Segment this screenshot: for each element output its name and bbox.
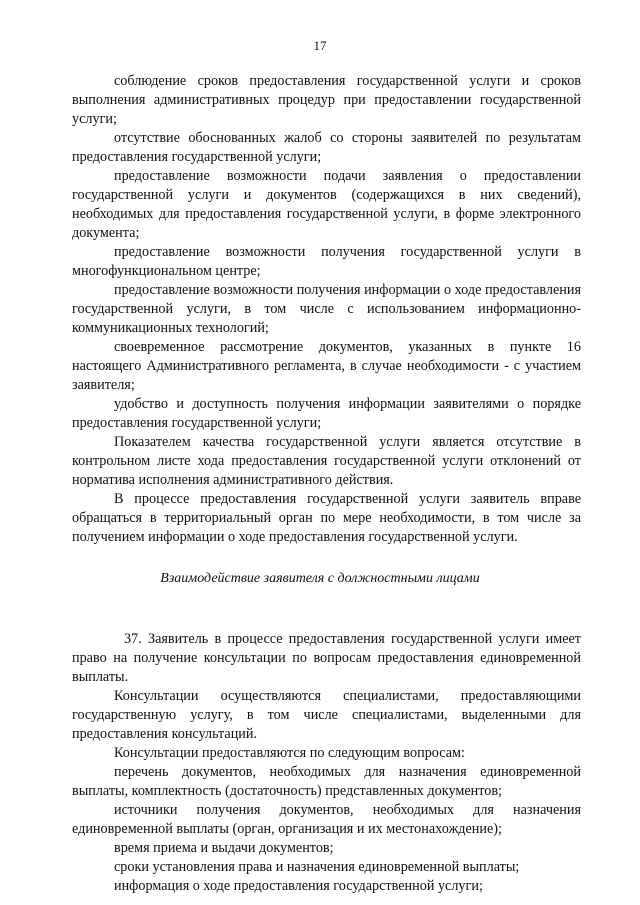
paragraph: предоставление возможности получения информации о ходе предоставления государственной услуги, в том числе с использованием информационно-коммуникационных технологий;: [72, 282, 581, 336]
paragraph: своевременное рассмотрение документов, указанных в пункте 16 настоящего Административного регламента, в случае необходимости - с участием заявителя;: [72, 339, 581, 393]
paragraph: отсутствие обоснованных жалоб со стороны заявителей по результатам предоставления государственной услуги;: [72, 130, 581, 165]
section-consultations: [72, 630, 581, 896]
paragraph: Консультации осуществляются специалистами, предоставляющими государственную услугу, в том числе специалистами, выделенными для предоставления консультаций.: [72, 688, 581, 742]
paragraph: В процессе предоставления государственной услуги заявитель вправе обращаться в территориальный орган по мере необходимости, в том числе за получением информации о ходе предоставления государственной услуги.: [72, 491, 581, 545]
paragraph: перечень документов, необходимых для назначения единовременной выплаты, комплектность (достаточность) представленных документов;: [72, 764, 581, 799]
page-number: 17: [313, 38, 327, 53]
paragraph: 37. Заявитель в процессе предоставления государственной услуги имеет право на получение консультации по вопросам предоставления единовременной выплаты.: [72, 631, 581, 685]
paragraph: информация о ходе предоставления государственной услуги;: [114, 878, 483, 894]
paragraph: предоставление возможности подачи заявления о предоставлении государственной услуги и документов (содержащихся в них сведений), необходимых для предоставления государственной услуги, в форме электронного документа;: [72, 168, 581, 241]
paragraph: Консультации предоставляются по следующим вопросам:: [114, 745, 465, 761]
paragraph: Показателем качества государственной услуги является отсутствие в контрольном листе хода предоставления государственной услуги отклонений от норматива исполнения административного действия.: [72, 434, 581, 488]
paragraph: предоставление возможности получения государственной услуги в многофункциональном центре;: [72, 244, 581, 279]
paragraph: источники получения документов, необходимых для назначения единовременной выплаты (орган, организация и их местонахождение);: [72, 802, 581, 837]
section-heading: Взаимодействие заявителя с должностными лицами: [160, 571, 480, 586]
paragraph: удобство и доступность получения информации заявителями о порядке предоставления государственной услуги;: [72, 396, 581, 431]
paragraph: сроки установления права и назначения единовременной выплаты;: [114, 859, 520, 875]
paragraph: время приема и выдачи документов;: [114, 840, 334, 856]
paragraph: соблюдение сроков предоставления государственной услуги и сроков выполнения административных процедур при предоставлении государственной услуги;: [72, 73, 581, 127]
section-quality-indicators: [72, 72, 581, 547]
